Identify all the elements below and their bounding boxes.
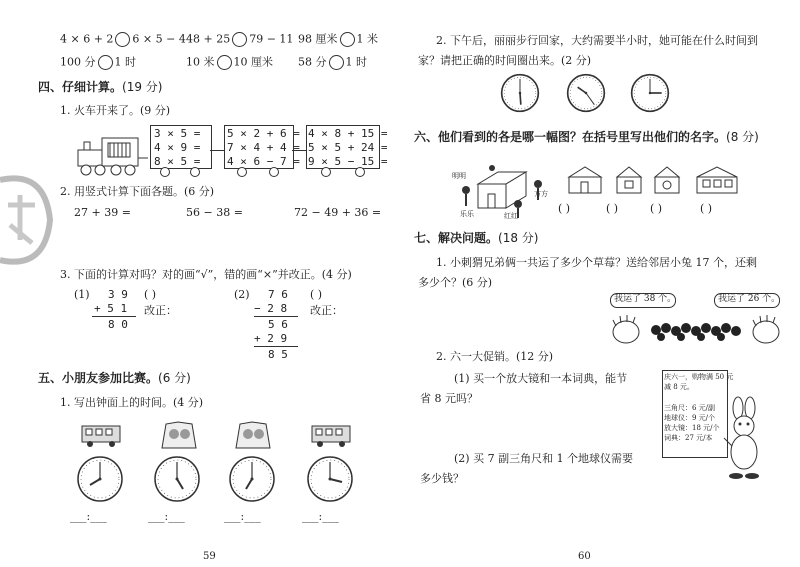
sign-line: 减 8 元。 (664, 383, 694, 391)
compare-row-1: 4 × 6 + 2 6 × 5 − 4 (60, 32, 186, 46)
q-promotion-2a: (2) 买 7 副三角尺和 1 个地球仪需要 (454, 452, 634, 465)
page-number-right: 60 (578, 551, 591, 562)
name-lele: 乐乐 (460, 210, 474, 218)
clock-icon (228, 455, 276, 503)
section-4-title: 四、仔细计算。(19 分) (38, 80, 163, 94)
clock-icon (76, 455, 124, 503)
q-walk-home: 2. 下午后，丽丽步行回家，大约需要半小时，她可能在什么时间到 (436, 34, 758, 47)
time-blank[interactable]: ___:___ (302, 510, 339, 523)
bubble-text-1: 我运了 38 个。 (614, 294, 677, 304)
compare-circle[interactable] (340, 32, 355, 47)
stamp-watermark (0, 165, 60, 275)
section-7-title: 七、解决问题。(18 分) (414, 231, 539, 245)
answer-paren[interactable]: ( ) (700, 202, 713, 215)
car2-line: 4 × 6 − 7 = (227, 155, 300, 168)
time-blank[interactable]: ___:___ (224, 510, 261, 523)
compare-row-2c: 58 分 1 时 (298, 55, 367, 69)
compare-row-1c: 98 厘米 1 米 (298, 32, 378, 46)
name-mingming: 明明 (452, 172, 466, 180)
right-page (400, 0, 800, 567)
sign-line: 放大镜：18 元/个 (664, 424, 720, 432)
page-number-left: 59 (203, 551, 216, 562)
car3-line: 5 × 5 + 24 = (308, 141, 388, 154)
sign-line: 庆六一，购物满 50 元 (664, 373, 734, 381)
car2-line: 5 × 2 + 6 = (227, 127, 300, 140)
car1-line: 4 × 9 = (154, 141, 201, 154)
compare-row-2: 10 米 10 厘米 (186, 55, 273, 69)
compare-row-2a: 100 分 1 时 (60, 55, 136, 69)
q-vertical-calc: 2. 用竖式计算下面各题。(6 分) (60, 185, 215, 198)
v1-line: 3 9 (108, 288, 128, 301)
name-fangfang: 方方 (534, 190, 548, 198)
scene-bus-icon (78, 420, 124, 450)
v2-line: 5 6 (268, 318, 288, 331)
house-view-icon (652, 165, 682, 195)
bubble-text-2: 我运了 26 个。 (718, 294, 781, 304)
q-promotion: 2. 六一大促销。(12 分) (436, 350, 554, 363)
compare-row-1b: 48 + 25 79 − 11 (186, 32, 294, 46)
name-honghong: 红红 (504, 212, 518, 220)
q-promotion-2b: 多少钱？ (420, 472, 464, 485)
car3-line: 4 × 8 + 15 = (308, 127, 388, 140)
v2-fix: 改正： (310, 304, 343, 317)
house-view-icon (614, 165, 644, 195)
vcalc-item: 27 + 39 = (74, 206, 131, 219)
q-hedgehog-b: 多少个？(6 分) (418, 276, 493, 289)
section-5-title: 五、小朋友参加比赛。(6 分) (38, 371, 191, 385)
compare-circle[interactable] (115, 32, 130, 47)
sign-line: 三角尺：6 元/副 (664, 404, 716, 412)
time-blank[interactable]: ___:___ (70, 510, 107, 523)
compare-circle[interactable] (329, 55, 344, 70)
v1-paren[interactable]: ( ) (144, 288, 157, 301)
clock-icon (153, 455, 201, 503)
v2-line: 8 5 (268, 348, 288, 361)
scene-kids-icon (158, 418, 200, 450)
car3-line: 9 × 5 − 15 = (308, 155, 388, 168)
v1-fix: 改正： (144, 304, 177, 317)
compare-circle[interactable] (98, 55, 113, 70)
vcalc-item: 56 − 38 = (186, 206, 243, 219)
car1-line: 8 × 5 = (154, 155, 201, 168)
clock-icon (306, 455, 354, 503)
v1-label: (1) (74, 288, 90, 301)
section-6-title: 六、他们看到的各是哪一幅图？在括号里写出他们的名字。(8 分) (414, 130, 759, 144)
compare-circle[interactable] (232, 32, 247, 47)
q-promotion-1a: (1) 买一个放大镜和一本词典，能节 (454, 372, 628, 385)
v2-line: 7 6 (268, 288, 288, 301)
house-view-icon (566, 165, 604, 195)
answer-paren[interactable]: ( ) (650, 202, 663, 215)
q-check: 3. 下面的计算对吗？对的画“√”，错的画“×”并改正。(4 分) (60, 268, 352, 281)
house-view-icon (694, 165, 740, 195)
sign-line: 地球仪：9 元/个 (664, 414, 716, 422)
rabbit-icon (718, 396, 768, 482)
vcalc-item: 72 − 49 + 36 = (294, 206, 382, 219)
clock-icon[interactable] (630, 73, 670, 113)
q-hedgehog: 1. 小刺猬兄弟俩一共运了多少个草莓？送给邻居小兔 17 个，还剩 (436, 256, 757, 269)
car1-line: 3 × 5 = (154, 127, 201, 140)
v1-line: + 5 1 (94, 302, 128, 315)
answer-paren[interactable]: ( ) (606, 202, 619, 215)
hedgehog-strawberry-icon (610, 310, 784, 346)
q-clock-time: 1. 写出钟面上的时间。(4 分) (60, 396, 204, 409)
v2-line: + 2 9 (254, 332, 288, 345)
answer-paren[interactable]: ( ) (558, 202, 571, 215)
scene-kids-icon (232, 418, 274, 450)
v2-paren[interactable]: ( ) (310, 288, 323, 301)
v2-line: − 2 8 (254, 302, 288, 315)
v2-label: (2) (234, 288, 250, 301)
train-wheels (150, 166, 380, 178)
train-engine-icon (74, 128, 148, 178)
scene-bus-icon (308, 420, 354, 450)
compare-circle[interactable] (217, 55, 232, 70)
time-blank[interactable]: ___:___ (148, 510, 185, 523)
q-promotion-1b: 省 8 元吗？ (420, 392, 478, 405)
q-train: 1. 火车开来了。(9 分) (60, 104, 171, 117)
car2-line: 7 × 4 + 4 = (227, 141, 300, 154)
sign-line: 词典：27 元/本 (664, 434, 713, 442)
v1-line: 8 0 (108, 318, 128, 331)
q-walk-home-b: 家？请把正确的时间圈出来。(2 分) (418, 54, 592, 67)
clock-icon[interactable] (566, 73, 606, 113)
clock-icon[interactable] (500, 73, 540, 113)
